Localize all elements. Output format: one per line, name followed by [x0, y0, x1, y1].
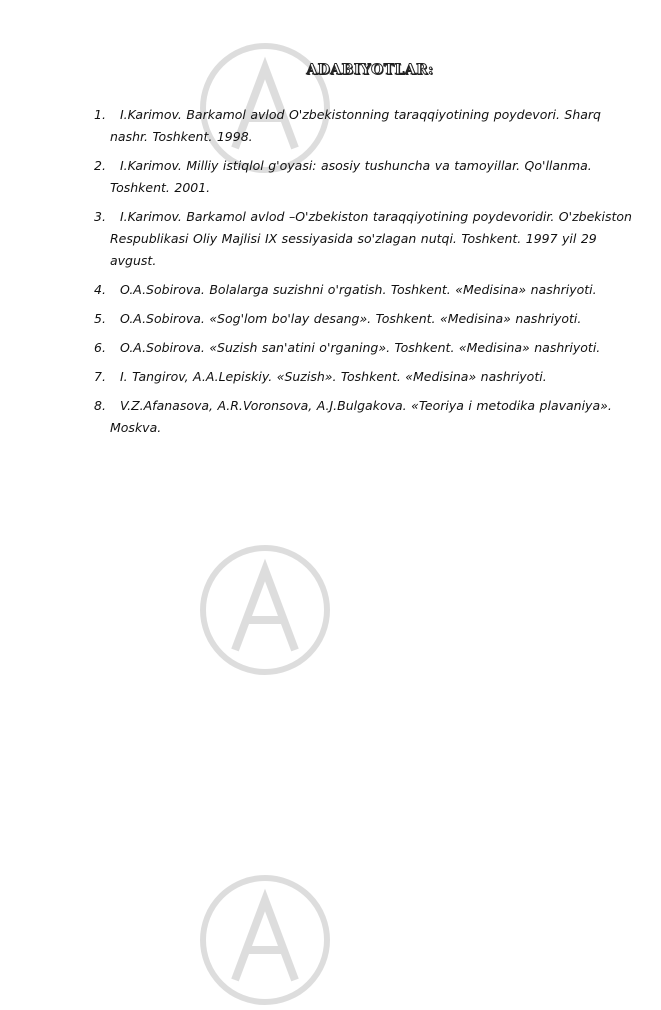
reference-text: O.A.Sobirova. «Sog'lom bo'lay desang». Toshkent. «Medisina» nashriyoti.: [120, 311, 582, 326]
page-title: ADABIYOTLAR:: [306, 62, 434, 78]
reference-text: I. Tangirov, A.A.Lepiskiy. «Suzish». Toshkent. «Medisina» nashriyoti.: [120, 369, 547, 384]
reference-number: 6.: [94, 340, 106, 355]
reference-item: [80, 104, 640, 148]
reference-text: O.A.Sobirova. «Suzish san'atini o'rganing». Toshkent. «Medisina» nashriyoti.: [120, 340, 601, 355]
watermark-logo-icon: [195, 870, 335, 1010]
reference-list: [80, 104, 640, 446]
reference-item: [80, 337, 640, 359]
reference-item: [80, 206, 640, 272]
reference-number: 3.: [94, 209, 106, 224]
reference-item: [80, 279, 640, 301]
reference-text: V.Z.Afanasova, A.R.Voronsova, A.J.Bulgakova. «Teoriya i metodika plavaniya». Moskva.: [110, 398, 612, 435]
reference-number: 1.: [94, 107, 106, 122]
reference-text: O.A.Sobirova. Bolalarga suzishni o'rgatish. Toshkent. «Medisina» nashriyoti.: [120, 282, 597, 297]
reference-item: [80, 308, 640, 330]
reference-item: [80, 155, 640, 199]
reference-item: [80, 395, 640, 439]
reference-text: I.Karimov. Milliy istiqlol g'oyasi: asosiy tushuncha va tamoyillar. Qo'llanma. Toshkent. 2001.: [110, 158, 592, 195]
reference-number: 8.: [94, 398, 106, 413]
reference-number: 5.: [94, 311, 106, 326]
reference-number: 4.: [94, 282, 106, 297]
reference-number: 7.: [94, 369, 106, 384]
reference-text: I.Karimov. Barkamol avlod O'zbekistonning taraqqiyotining poydevori. Sharq nashr. Toshkent. 1998.: [110, 107, 601, 144]
reference-text: I.Karimov. Barkamol avlod –O'zbekiston taraqqiyotining poydevoridir. O'zbekiston Respublikasi Oliy Majlisi IX sessiyasida so'zlagan nutqi. Toshkent. 1997 yil 29 avgust.: [110, 209, 632, 268]
reference-item: [80, 366, 640, 388]
reference-number: 2.: [94, 158, 106, 173]
watermark-logo-icon: [195, 540, 335, 680]
